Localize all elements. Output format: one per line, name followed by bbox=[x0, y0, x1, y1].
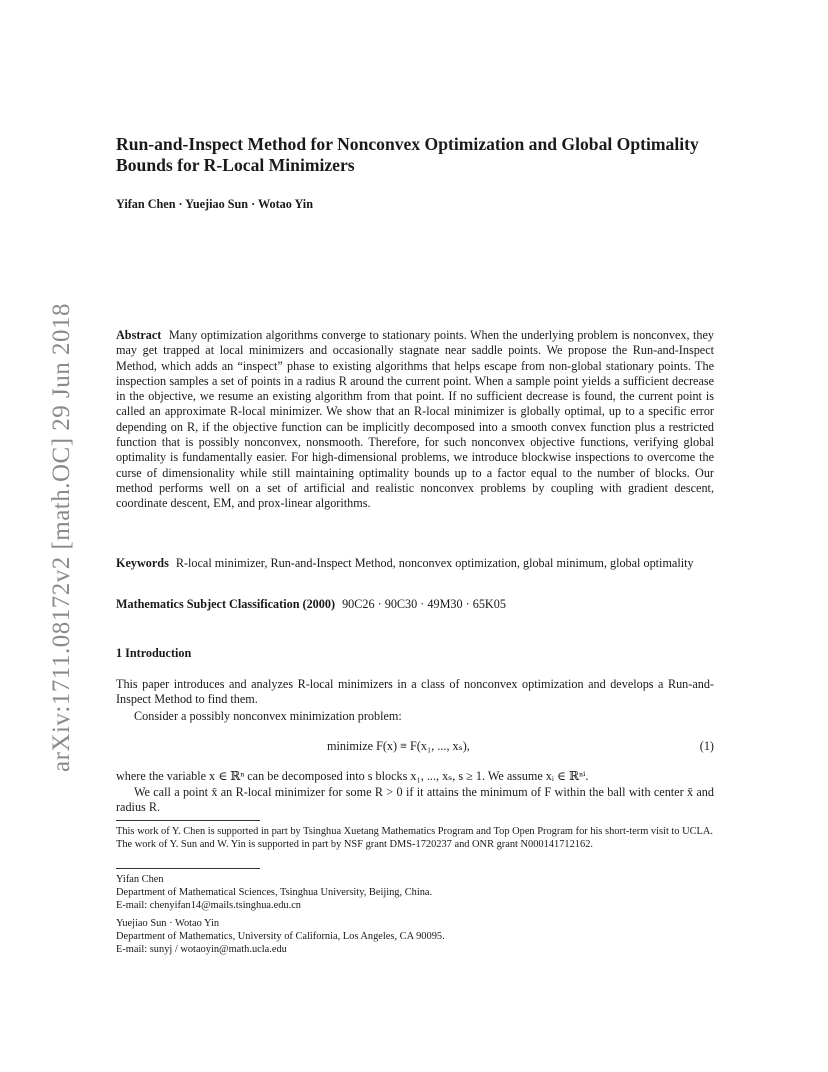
keywords bbox=[116, 556, 714, 571]
affiliation-email: E-mail: chenyifan14@mails.tsinghua.edu.cn bbox=[116, 900, 302, 911]
msc-label: Mathematics Subject Classification (2000) bbox=[116, 597, 336, 611]
affiliation-department: Department of Mathematical Sciences, Tsinghua University, Beijing, China. bbox=[116, 887, 433, 898]
msc-codes: 90C26 · 90C30 · 49M30 · 65K05 bbox=[342, 597, 506, 611]
equation-body: minimize F(x) ≡ F(x₁, ..., xₛ), bbox=[327, 739, 470, 753]
affiliation-department: Department of Mathematics, University of California, Los Angeles, CA 90095. bbox=[116, 931, 445, 942]
msc-classification bbox=[116, 597, 714, 612]
arxiv-sidebar bbox=[0, 0, 75, 1072]
intro-paragraph-4: We call a point x̄ an R-local minimizer for some R > 0 if it attains the minimum of F within the ball with center x̄ and radius R. bbox=[116, 785, 714, 815]
paper-title: Run-and-Inspect Method for Nonconvex Optimization and Global Optimality Bounds for R-Local Minimizers bbox=[116, 134, 699, 175]
keywords-label: Keywords bbox=[116, 556, 169, 570]
affiliation-name: Yifan Chen bbox=[116, 874, 164, 885]
affiliation-block-1 bbox=[116, 873, 714, 912]
section-heading-introduction: 1 Introduction bbox=[116, 646, 192, 660]
affiliation-block-2 bbox=[116, 917, 714, 956]
intro-paragraph-2: Consider a possibly nonconvex minimization problem: bbox=[134, 709, 402, 723]
arxiv-identifier: arXiv:1711.08172v2 [math.OC] 29 Jun 2018 bbox=[48, 302, 75, 772]
affiliation-email: E-mail: sunyj / wotaoyin@math.ucla.edu bbox=[116, 944, 287, 955]
author-list: Yifan Chen · Yuejiao Sun · Wotao Yin bbox=[116, 197, 313, 211]
keywords-text: R-local minimizer, Run-and-Inspect Method, nonconvex optimization, global minimum, global optimality bbox=[175, 556, 694, 570]
abstract-text: Many optimization algorithms converge to stationary points. When the underlying problem is nonconvex, they may get trapped at local minimizers and occasionally stagnate near saddle points. We propose the Run-and-Inspect Method, which adds an “inspect” phase to existing algorithms that helps escape from non-global stationary points. The inspection samples a set of points in a radius R around the current point. When a sample point yields a sufficient decrease in the objective, we resume an existing algorithm from that point. If no sufficient decrease is found, the current point is called an approximate R-local minimizer. We show that an R-local minimizer is globally optimal, up to a specific error depending on R, if the objective function can be implicitly decomposed into a smooth convex function plus a restricted function that is possibly nonconvex, nonsmooth. Therefore, for such nonconvex objective functions, verifying global optimality is fundamentally easier. For high-dimensional problems, we introduce blockwise inspections to overcome the curse of dimensionality while still maintaining optimality bounds up to a factor equal to the number of blocks. Our method performs well on a set of artificial and realistic nonconvex problems by coupling with gradient descent, coordinate descent, EM, and prox-linear algorithms. bbox=[116, 328, 715, 511]
footnote-divider bbox=[116, 820, 260, 821]
funding-footnote: This work of Y. Chen is supported in part by Tsinghua Xuetang Mathematics Program and Top Open Program for his short-term visit to UCLA. The work of Y. Sun and W. Yin is supported in part by NSF grant DMS-1720237 and ONR grant N000141712162. bbox=[116, 826, 713, 850]
affiliation-divider bbox=[116, 868, 260, 869]
abstract-label: Abstract bbox=[116, 328, 162, 342]
intro-paragraph-1: This paper introduces and analyzes R-local minimizers in a class of nonconvex optimization and develops a Run-and-Inspect Method to find them. bbox=[116, 677, 714, 707]
affiliation-name: Yuejiao Sun · Wotao Yin bbox=[116, 918, 220, 929]
equation-number: (1) bbox=[699, 739, 714, 753]
intro-paragraph-3: where the variable x ∈ ℝⁿ can be decomposed into s blocks x₁, ..., xₛ, s ≥ 1. We assume xᵢ ∈ ℝⁿⁱ. bbox=[116, 769, 589, 783]
abstract bbox=[116, 328, 714, 512]
